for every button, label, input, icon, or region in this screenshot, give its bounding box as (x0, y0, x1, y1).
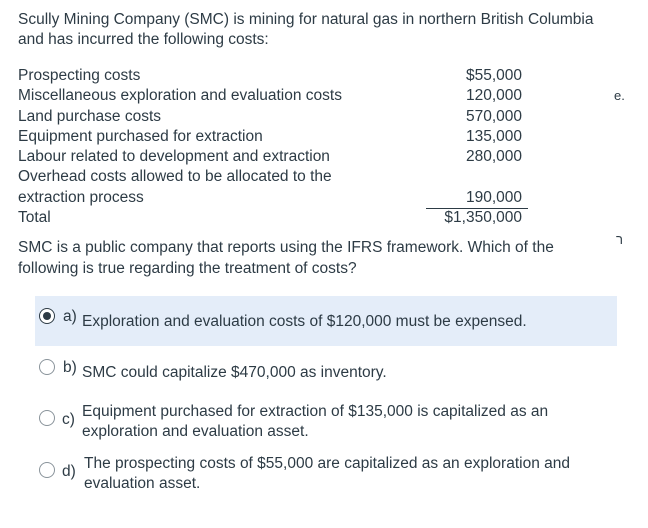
answer-text: evaluation asset. (84, 475, 201, 492)
cost-label: Prospecting costs (18, 67, 141, 84)
question-line: and has incurred the following costs: (18, 31, 269, 48)
question-line: Scully Mining Company (SMC) is mining for natural gas in northern British Columbia (18, 11, 594, 28)
cost-row (18, 66, 528, 86)
cost-label: Overhead costs allowed to be allocated to the (18, 168, 332, 186)
answer-letter: c) (62, 411, 75, 428)
cost-amount: 120,000 (465, 87, 522, 105)
cost-row (18, 167, 528, 187)
cost-row (18, 188, 528, 208)
answer-option-a[interactable] (35, 296, 617, 346)
cost-row (18, 147, 528, 167)
answer-letter: d) (62, 463, 76, 480)
answer-text: Exploration and evaluation costs of $120,000 must be expensed. (82, 313, 527, 330)
edge-mark: e. (614, 88, 625, 103)
cost-label: Land purchase costs (18, 107, 162, 125)
radio-button[interactable] (39, 359, 55, 375)
answer-letter: a) (63, 308, 77, 325)
total-row (18, 208, 528, 228)
cost-amount: 570,000 (465, 107, 522, 125)
total-amount: $1,350,000 (444, 209, 522, 227)
radio-button-selected[interactable] (39, 308, 55, 324)
answer-option-d[interactable] (35, 454, 617, 498)
cost-table (18, 66, 528, 228)
answer-letter: b) (63, 359, 77, 376)
prompt-line: SMC is a public company that reports using the IFRS framework. Which of the (18, 239, 554, 256)
cost-row (18, 127, 528, 147)
cost-amount: 190,000 (426, 188, 528, 209)
answer-option-c[interactable] (35, 402, 617, 446)
cost-amount: $55,000 (465, 67, 522, 84)
cost-row (18, 86, 528, 106)
total-label: Total (18, 209, 51, 227)
cost-label: Labour related to development and extraction (18, 148, 330, 166)
prompt-line: following is true regarding the treatment of costs? (18, 260, 357, 277)
cost-label: Equipment purchased for extraction (18, 127, 263, 145)
question-prompt (18, 237, 618, 279)
radio-button[interactable] (39, 462, 55, 478)
answer-option-b[interactable] (35, 356, 617, 386)
cost-row (18, 107, 528, 127)
radio-button[interactable] (39, 410, 55, 426)
edge-mark: ר (616, 232, 623, 247)
answer-text: exploration and evaluation asset. (82, 423, 309, 440)
cost-amount: 135,000 (465, 127, 522, 145)
cost-amount: 280,000 (465, 148, 522, 166)
answer-text: The prospecting costs of $55,000 are capitalized as an exploration and (84, 455, 570, 472)
cost-label: extraction process (18, 188, 144, 206)
question-text (18, 10, 648, 50)
cost-label: Miscellaneous exploration and evaluation costs (18, 87, 342, 105)
answer-text: SMC could capitalize $470,000 as inventory. (82, 364, 387, 381)
answer-text: Equipment purchased for extraction of $135,000 is capitalized as an (82, 403, 549, 420)
